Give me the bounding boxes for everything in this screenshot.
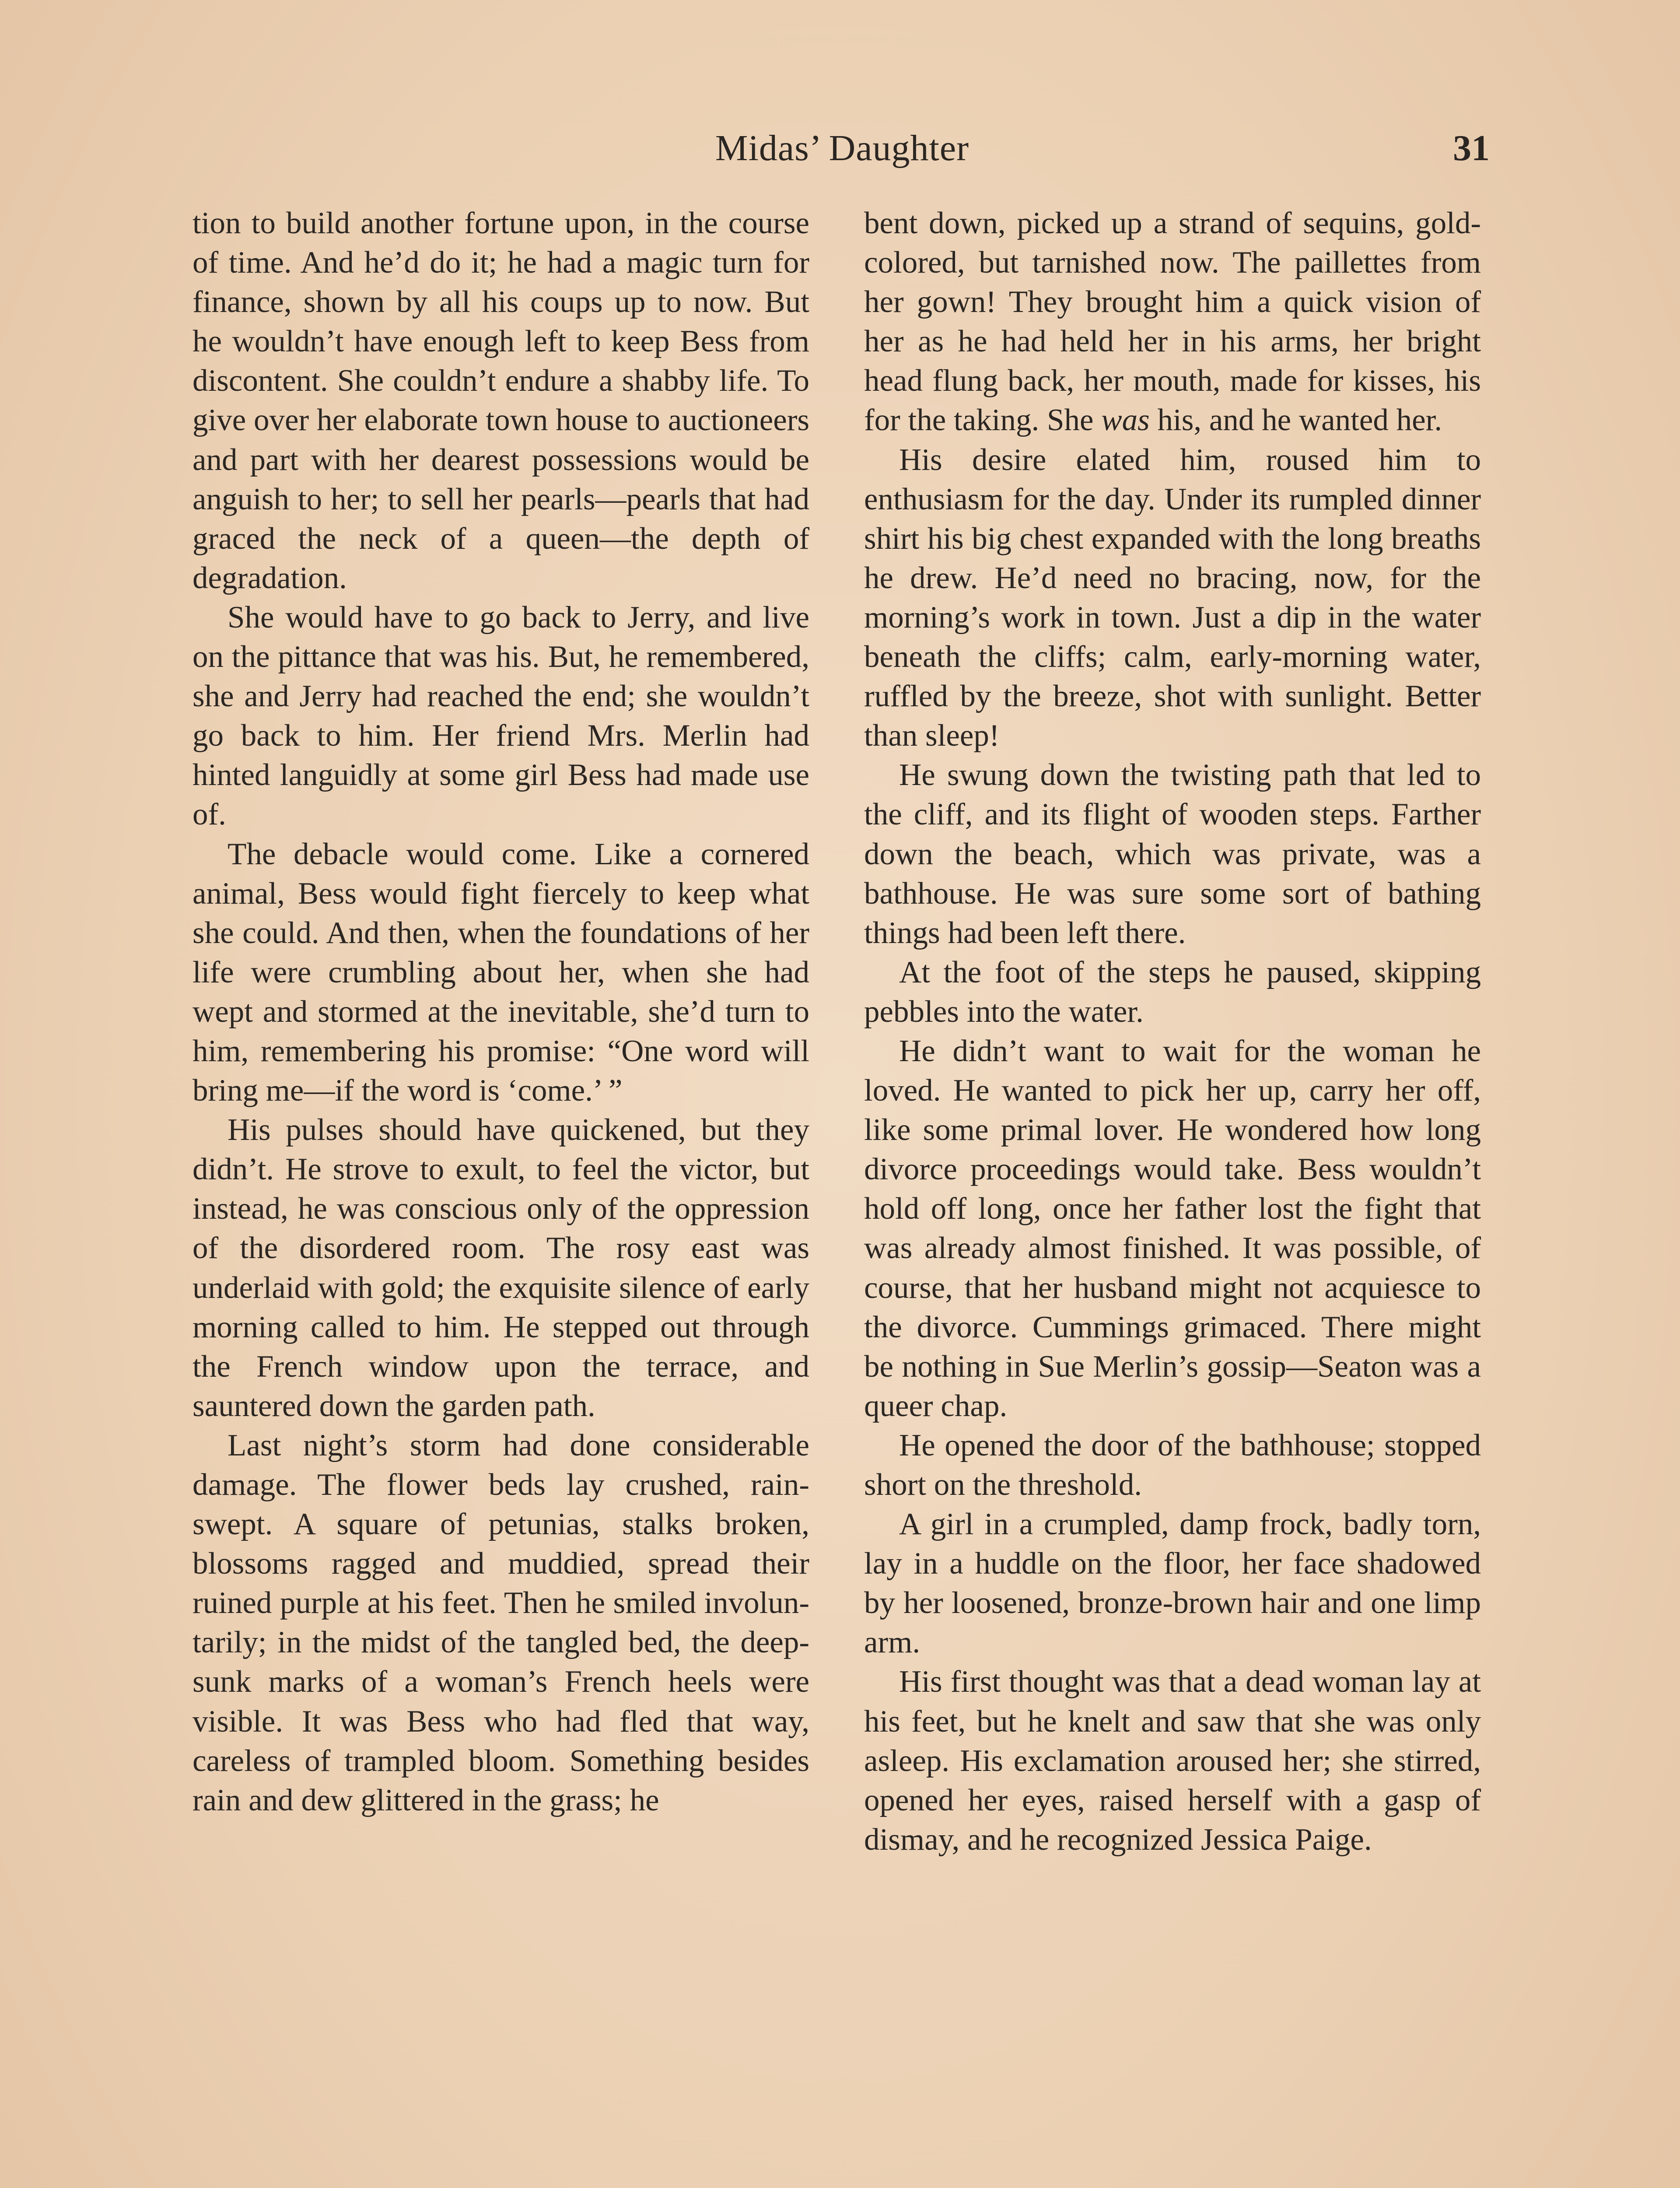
paragraph: His first thought was that a dead woman lay at his feet, but he knelt and saw that she was only asleep. His exclamation aroused her; she stirred, opened her eyes, raised herself with a gasp of dismay, and he recognized Jessica Paige. (864, 1665, 1481, 1857)
paragraph: He didn’t want to wait for the woman he loved. He wanted to pick her up, carry her off, like some primal lover. He wondered how long divorce proceedings would take. Bess wouldn’t hold off long, once her father lost the fight that was already almost finished. It was possible, of course, that her husband might not acquiesce to the divorce. Cummings grimaced. There might be nothing in Sue Merlin’s gossip—Seaton was a queer chap. (864, 1034, 1481, 1423)
paragraph-text: bent down, picked up a strand of sequins, gold-colored, but tarnished now. The paillettes from her gown! They brought him a quick vision of her as he had held her in his arms, her bright head flung back, her mouth, made for kisses, his for the taking. She (864, 206, 1481, 438)
paragraph: The debacle would come. Like a cornered animal, Bess would fight fiercely to keep what she could. And then, when the foundations of her life were crumbling about her, when she had wept and stormed at the inevitable, she’d turn to him, remembering his promise: “One word will bring me—if the word is ‘come.’ ” (192, 837, 809, 1108)
running-title: Midas’ Daughter (715, 128, 970, 168)
left-column (192, 203, 809, 1820)
paragraph: She would have to go back to Jerry, and live on the pittance that was his. But, he remembered, she and Jerry had reached the end; she wouldn’t go back to him. Her friend Mrs. Merlin had hinted languidly at some girl Bess had made use of. (192, 600, 809, 832)
paragraph: His pulses should have quickened, but they didn’t. He strove to exult, to feel the victor, but instead, he was conscious only of the oppression of the disordered room. The rosy east was underlaid with gold; the exquisite silence of early morning called to him. He stepped out through the French window upon the terrace, and sauntered down the garden path. (192, 1113, 809, 1423)
page-header (195, 127, 1490, 179)
paragraph: tion to build another fortune upon, in the course of time. And he’d do it; he had a magic turn for finance, shown by all his coups up to now. But he wouldn’t have enough left to keep Bess from discontent. She couldn’t endure a shabby life. To give over her elaborate town house to auctioneers and part with her dearest possessions would be anguish to her; to sell her pearls—pearls that had graced the neck of a queen—the depth of degradation. (192, 206, 809, 595)
right-column (864, 203, 1481, 1859)
paragraph-text: his, and he wanted her. (1149, 403, 1442, 438)
page-number: 31 (1453, 128, 1490, 168)
emphasis-text: was (1101, 403, 1150, 438)
paragraph (864, 203, 1481, 440)
paragraph: He swung down the twisting path that led to the cliff, and its flight of wooden steps. Farther down the beach, which was private, was a bathhouse. He was sure some sort of bathing things had been left there. (864, 758, 1481, 950)
paragraph: At the foot of the steps he paused, skipping pebbles into the water. (864, 955, 1481, 1029)
paragraph: A girl in a crumpled, damp frock, badly torn, lay in a huddle on the floor, her face shadowed by her loosened, bronze-brown hair and one limp arm. (864, 1507, 1481, 1660)
paragraph: His desire elated him, roused him to enthusiasm for the day. Under its rumpled dinner shirt his big chest expanded with the long breaths he drew. He’d need no bracing, now, for the morning’s work in town. Just a dip in the water beneath the cliffs; calm, early-morning water, ruffled by the breeze, shot with sunlight. Better than sleep! (864, 442, 1481, 753)
paragraph: Last night’s storm had done considerable damage. The flower beds lay crushed, rain-swept. A square of petunias, stalks broken, blossoms ragged and muddied, spread their ruined purple at his feet. Then he smiled involuntarily; in the midst of the tangled bed, the deep-sunk marks of a woman’s French heels were visible. It was Bess who had fled that way, careless of trampled bloom. Something besides rain and dew glittered in the grass; he (192, 1428, 809, 1817)
paragraph: He opened the door of the bathhouse; stopped short on the threshold. (864, 1428, 1481, 1502)
